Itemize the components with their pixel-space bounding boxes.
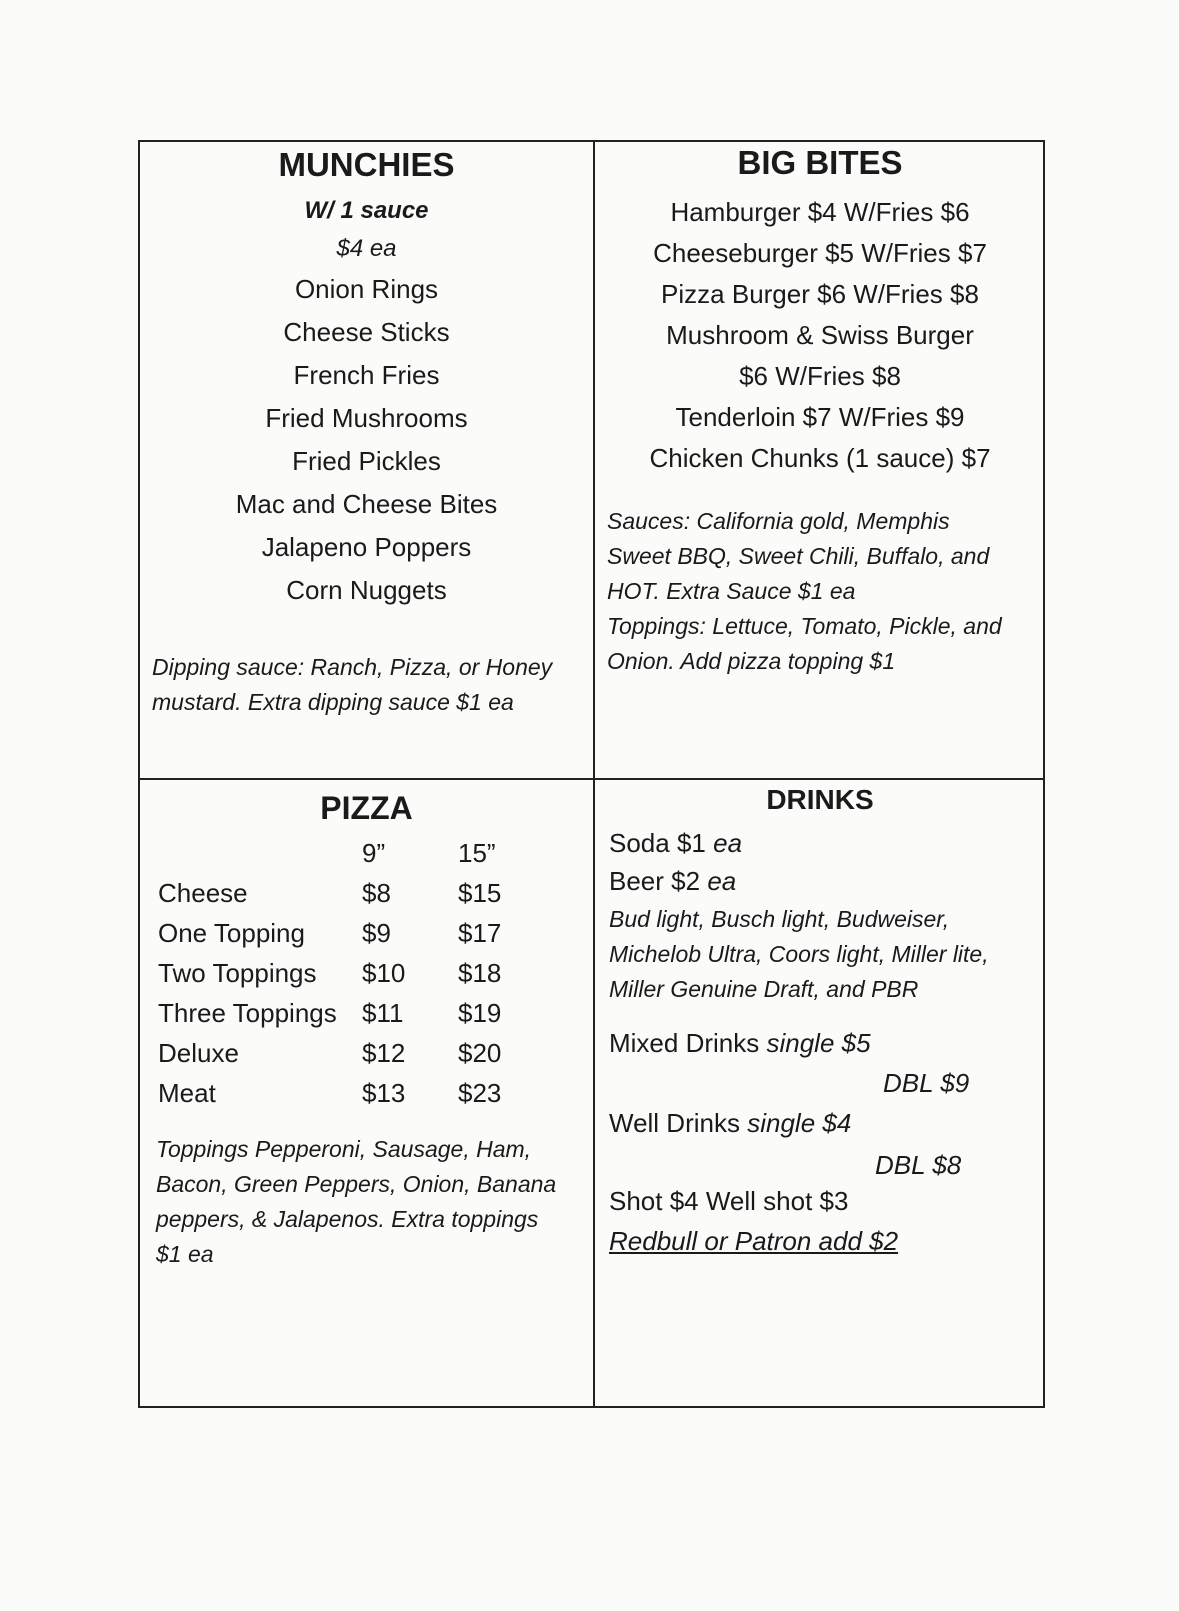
pizza-toppings-note: Toppings Pepperoni, Sausage, Ham, Bacon, Green Peppers, Onion, Banana peppers, & Jalapenos. Extra toppings $1 ea [156,1136,557,1267]
munchies-item: Fried Pickles [292,446,441,476]
munchies-item: Mac and Cheese Bites [235,489,498,519]
big-bites-item: $6 W/Fries $8 [739,361,901,391]
big-bites-section [595,142,1045,778]
mixed-drinks-dbl: DBL $9 [883,1068,970,1098]
size-15-header: 15” [458,838,496,868]
munchies-title: MUNCHIES [278,146,455,183]
munchies-item: French Fries [293,360,440,390]
pizza-section: PIZZA 9” 15” Cheese $8 $15 One Topping $9 $17 Two Toppings $10 $18 Three Toppings $11 $19 Deluxe $12 $20 Meat $13 $23 Toppings Pepperoni, Sausage, Ham, Bacon, Green Peppers, Onion, Banana peppers, & Jalapenos. Extra toppings $1 ea [140,780,593,1408]
beer-line: Beer $2 ea [609,866,737,896]
soda-line: Soda $1 ea [609,828,743,858]
munchies-sauce-note: W/ 1 sauce [304,197,429,224]
drinks-section [595,780,1045,1408]
munchies-item: Onion Rings [294,274,439,304]
drinks-title: DRINKS [766,784,874,815]
size-9-header: 9” [362,838,386,868]
big-bites-item: Hamburger $4 W/Fries $6 [670,197,970,227]
munchies-section [140,142,593,778]
big-bites-item: Pizza Burger $6 W/Fries $8 [661,279,979,309]
big-bites-item: Mushroom & Swiss Burger [666,320,974,350]
menu-grid [138,140,1045,1408]
munchies-list [140,268,593,612]
big-bites-item: Cheeseburger $5 W/Fries $7 [653,238,987,268]
munchies-item: Corn Nuggets [286,575,447,605]
beer-brands-note: Bud light, Busch light, Budweiser, Michelob Ultra, Coors light, Miller lite, Miller Genuine Draft, and PBR [609,906,989,1002]
big-bites-item: Tenderloin $7 W/Fries $9 [675,402,965,432]
pizza-title: PIZZA [320,790,413,826]
big-bites-sauces-note: Sauces: California gold, Memphis Sweet BBQ, Sweet Chili, Buffalo, and HOT. Extra Sauce $1 ea Toppings: Lettuce, Tomato, Pickle, and Onion. Add pizza topping $1 [607,508,1002,674]
mixed-drinks-line: Mixed Drinks single $5 [609,1028,871,1058]
well-drinks-line: Well Drinks single $4 [609,1108,852,1138]
munchies-item: Cheese Sticks [283,317,450,347]
big-bites-item: Chicken Chunks (1 sauce) $7 [649,443,991,473]
munchies-price: $4 ea [336,235,397,262]
well-drinks-dbl: DBL $8 [875,1150,962,1180]
munchies-item: Fried Mushrooms [265,403,468,433]
addon-line: Redbull or Patron add $2 [609,1226,899,1256]
shot-line: Shot $4 Well shot $3 [609,1186,849,1216]
big-bites-list [595,192,1045,479]
big-bites-title: BIG BITES [737,144,903,181]
munchies-item: Jalapeno Poppers [261,532,472,562]
munchies-dipping-note: Dipping sauce: Ranch, Pizza, or Honey mustard. Extra dipping sauce $1 ea [152,654,553,715]
